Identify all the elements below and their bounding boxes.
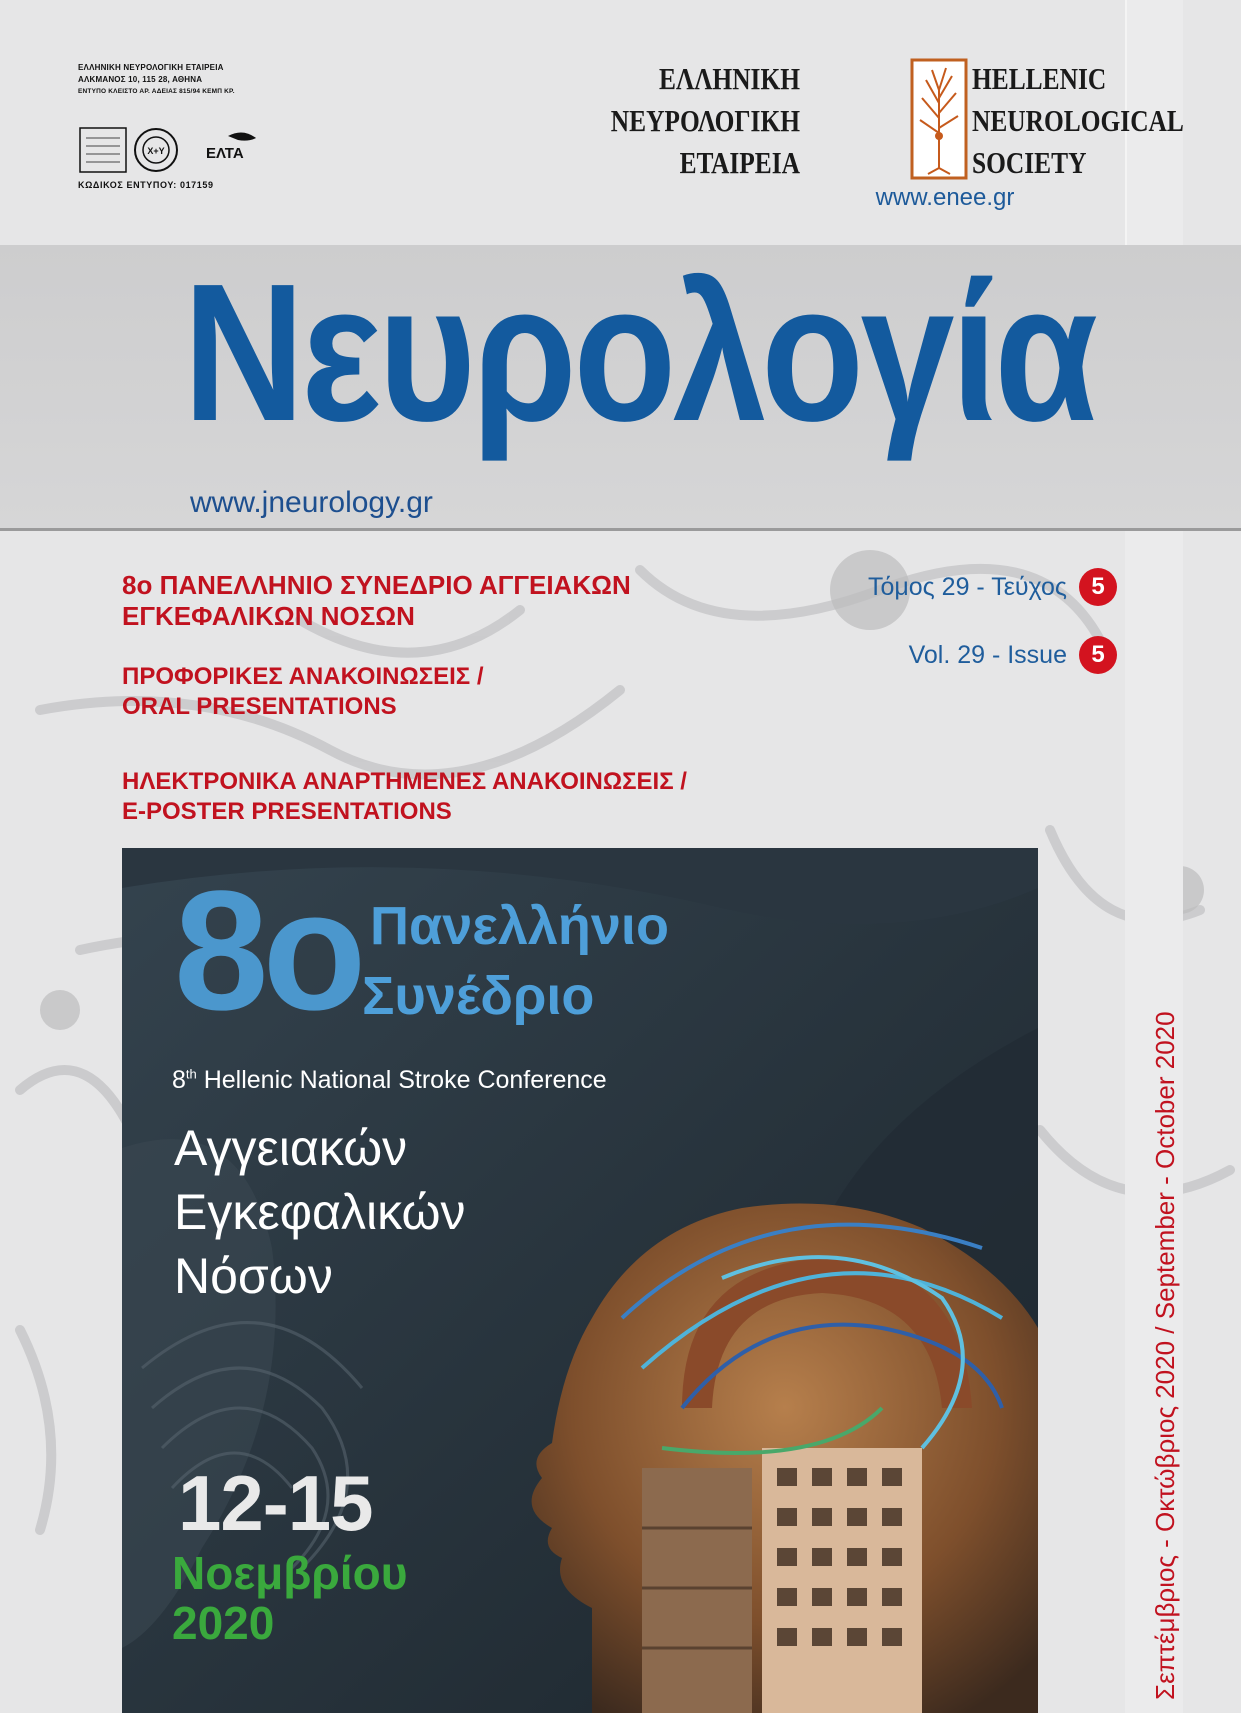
poster-theme-line: Εγκεφαλικών [174,1184,466,1240]
conference-heading [122,570,631,632]
issue-number-badge: 5 [1079,636,1117,674]
oral-presentations-heading [122,662,484,722]
oral-heading-line: ΠΡΟΦΟΡΙΚΕΣ ΑΝΑΚΟΙΝΩΣΕΙΣ / [122,663,484,690]
svg-text:X+Y: X+Y [147,146,165,156]
issue-info-english [909,636,1117,674]
issue-label-english: Vol. 29 - Issue [908,640,1067,669]
society-name-line: NEUROLOGICAL [972,103,1184,138]
poster-month: Νοεμβρίου [172,1547,408,1599]
poster-title-line: Συνέδριο [362,966,595,1026]
society-name-line: ΕΛΛΗΝΙΚΗ [659,61,800,96]
publisher-line: ΕΝΤΥΠΟ ΚΛΕΙΣΤΟ ΑΡ. ΑΔΕΙΑΣ 815/94 ΚΕΜΠ ΚΡ. [78,88,235,95]
society-logo [610,58,1190,218]
publisher-line: ΕΛΛΗΝΙΚΗ ΝΕΥΡΟΛΟΓΙΚΗ ΕΤΑΙΡΕΙΑ [78,63,224,72]
eposter-presentations-heading [122,767,687,827]
society-name-line: ΝΕΥΡΟΛΟΓΙΚΗ [610,103,800,138]
society-name-english [972,58,1218,184]
issue-number-badge: 5 [1079,568,1117,606]
publisher-line: ΑΛΚΜΑΝΟΣ 10, 115 28, ΑΘΗΝΑ [78,75,203,84]
society-name-greek [554,58,800,184]
society-name-line: HELLENIC [972,61,1107,96]
publisher-info [78,62,278,98]
issue-label-greek: Τόμος 29 - Τεύχος [867,572,1067,601]
subtitle-ordinal: 8 [172,1066,186,1094]
journal-url[interactable]: www.jneurology.gr [190,486,433,519]
print-code: ΚΩΔΙΚΟΣ ΕΝΤΥΠΟΥ: 017159 [78,180,214,190]
poster-theme [174,1116,466,1308]
poster-title-line: Πανελλήνιο [370,896,669,956]
subtitle-text: Hellenic National Stroke Conference [196,1066,607,1094]
eposter-heading-line: ΗΛΕΚΤΡΟΝΙΚΑ ΑΝΑΡΤΗΜΕΝΕΣ ΑΝΑΚΟΙΝΩΣΕΙΣ / [122,768,687,795]
neuron-emblem-icon [910,58,968,180]
conference-poster [122,848,1038,1713]
poster-theme-line: Νόσων [174,1248,333,1304]
eposter-heading-line: E-POSTER PRESENTATIONS [122,798,452,825]
journal-title: Νευρολογία [183,243,1095,462]
poster-year: 2020 [172,1597,275,1649]
issue-info-greek [868,568,1117,606]
society-name-line: SOCIETY [972,145,1087,180]
conference-heading-line: 8ο ΠΑΝΕΛΛΗΝΙΟ ΣΥΝΕΔΡΙΟ ΑΓΓΕΙΑΚΩΝ [122,570,631,600]
poster-english-subtitle [172,1066,607,1095]
postal-badges [78,126,268,176]
poster-dates: 12-15 [178,1459,373,1547]
poster-theme-line: Αγγειακών [174,1120,408,1176]
society-url[interactable]: www.enee.gr [875,184,1015,211]
elta-label: ΕΛΤΑ [206,145,244,162]
oral-heading-line: ORAL PRESENTATIONS [122,693,397,720]
poster-ordinal: 8ο [174,856,361,1046]
conference-heading-line: ΕΓΚΕΦΑΛΙΚΩΝ ΝΟΣΩΝ [122,601,415,631]
issue-date-vertical: Σεπτέμβριος - Οκτώβριος 2020 / September - October 2020 [1150,1011,1180,1700]
subtitle-suffix: th [185,1066,197,1082]
society-name-line: ΕΤΑΙΡΕΙΑ [679,145,800,180]
